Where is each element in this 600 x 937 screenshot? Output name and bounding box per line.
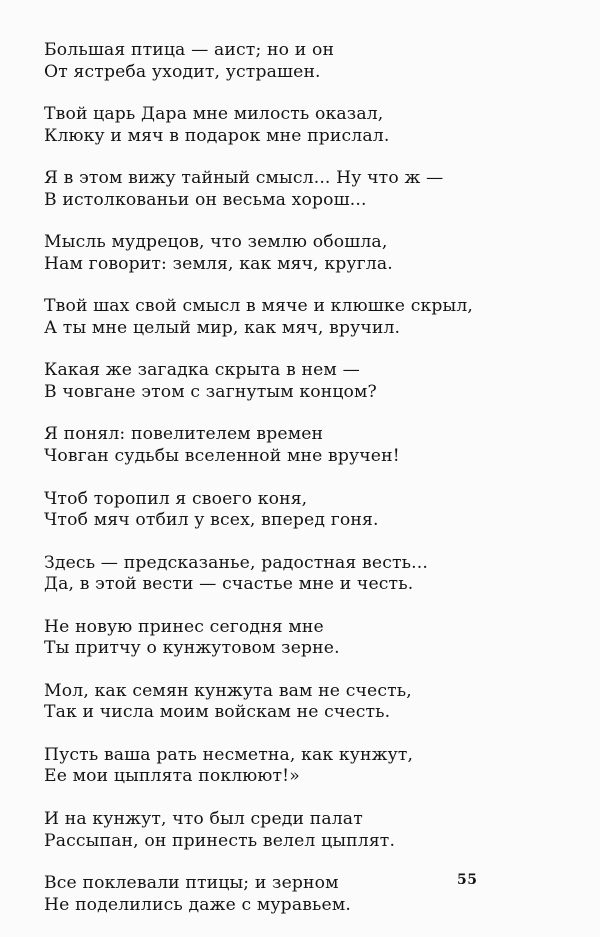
poem-line: От ястреба уходит, устрашен. [44,61,321,82]
poem-line: Здесь — предсказанье, радостная весть... [44,552,428,573]
poem-line: Я понял: повелителем времен [44,424,324,445]
stanza [44,360,564,403]
poem-line: Клюку и мяч в подарок мне прислал. [44,125,390,146]
poem-line: Чтоб мяч отбил у всех, вперед гоня. [44,510,379,531]
poem-line: Човган судьбы вселенной мне вручен! [44,446,400,467]
poem-line: Нам говорит: земля, как мяч, кругла. [44,253,393,274]
poem-line: Ее мои цыплята поклюют!» [44,766,300,787]
poem-line: Не поделились даже с муравьем. [44,894,352,915]
stanza [44,296,564,339]
poem-line: Твой шах свой смысл в мяче и клюшке скрыл, [44,296,474,317]
poem-line: Какая же загадка скрыта в нем — [44,360,360,381]
stanza [44,553,564,596]
stanza [44,873,564,916]
stanza [44,40,564,83]
poem-line: Не новую принес сегодня мне [44,616,324,637]
stanza [44,424,564,467]
poem-line: Ты притчу о кунжутовом зерне. [44,638,340,659]
poem-line: Мысль мудрецов, что землю обошла, [44,232,388,253]
stanza [44,232,564,275]
poem-line: И на кунжут, что был среди палат [44,808,363,829]
poem-line: Рассыпан, он принесть велел цыплят. [44,830,396,851]
stanza [44,168,564,211]
poem-text [44,40,564,937]
poem-line: Большая птица — аист; но и он [44,40,335,60]
stanza [44,681,564,724]
poem-line: Мол, как семян кунжута вам не счесть, [44,680,412,701]
stanza [44,489,564,532]
stanza [44,617,564,660]
stanza [44,809,564,852]
poem-line: Я в этом вижу тайный смысл... Ну что ж — [44,168,444,189]
poem-line: В човгане этом с загнутым концом? [44,381,377,402]
stanza [44,104,564,147]
poem-line: Твой царь Дара мне милость оказал, [44,104,384,125]
page-number: 55 [457,872,478,888]
poem-line: А ты мне целый мир, как мяч, вручил. [44,317,401,338]
poem-line: В истолкованьи он весьма хорош... [44,189,367,210]
stanza [44,745,564,788]
poem-line: Так и числа моим войскам не счесть. [44,702,391,723]
poem-line: Чтоб торопил я своего коня, [44,488,308,509]
poem-line: Все поклевали птицы; и зерном [44,873,339,894]
poem-line: Да, в этой вести — счастье мне и честь. [44,574,414,595]
poem-line: Пусть ваша рать несметна, как кунжут, [44,744,414,765]
